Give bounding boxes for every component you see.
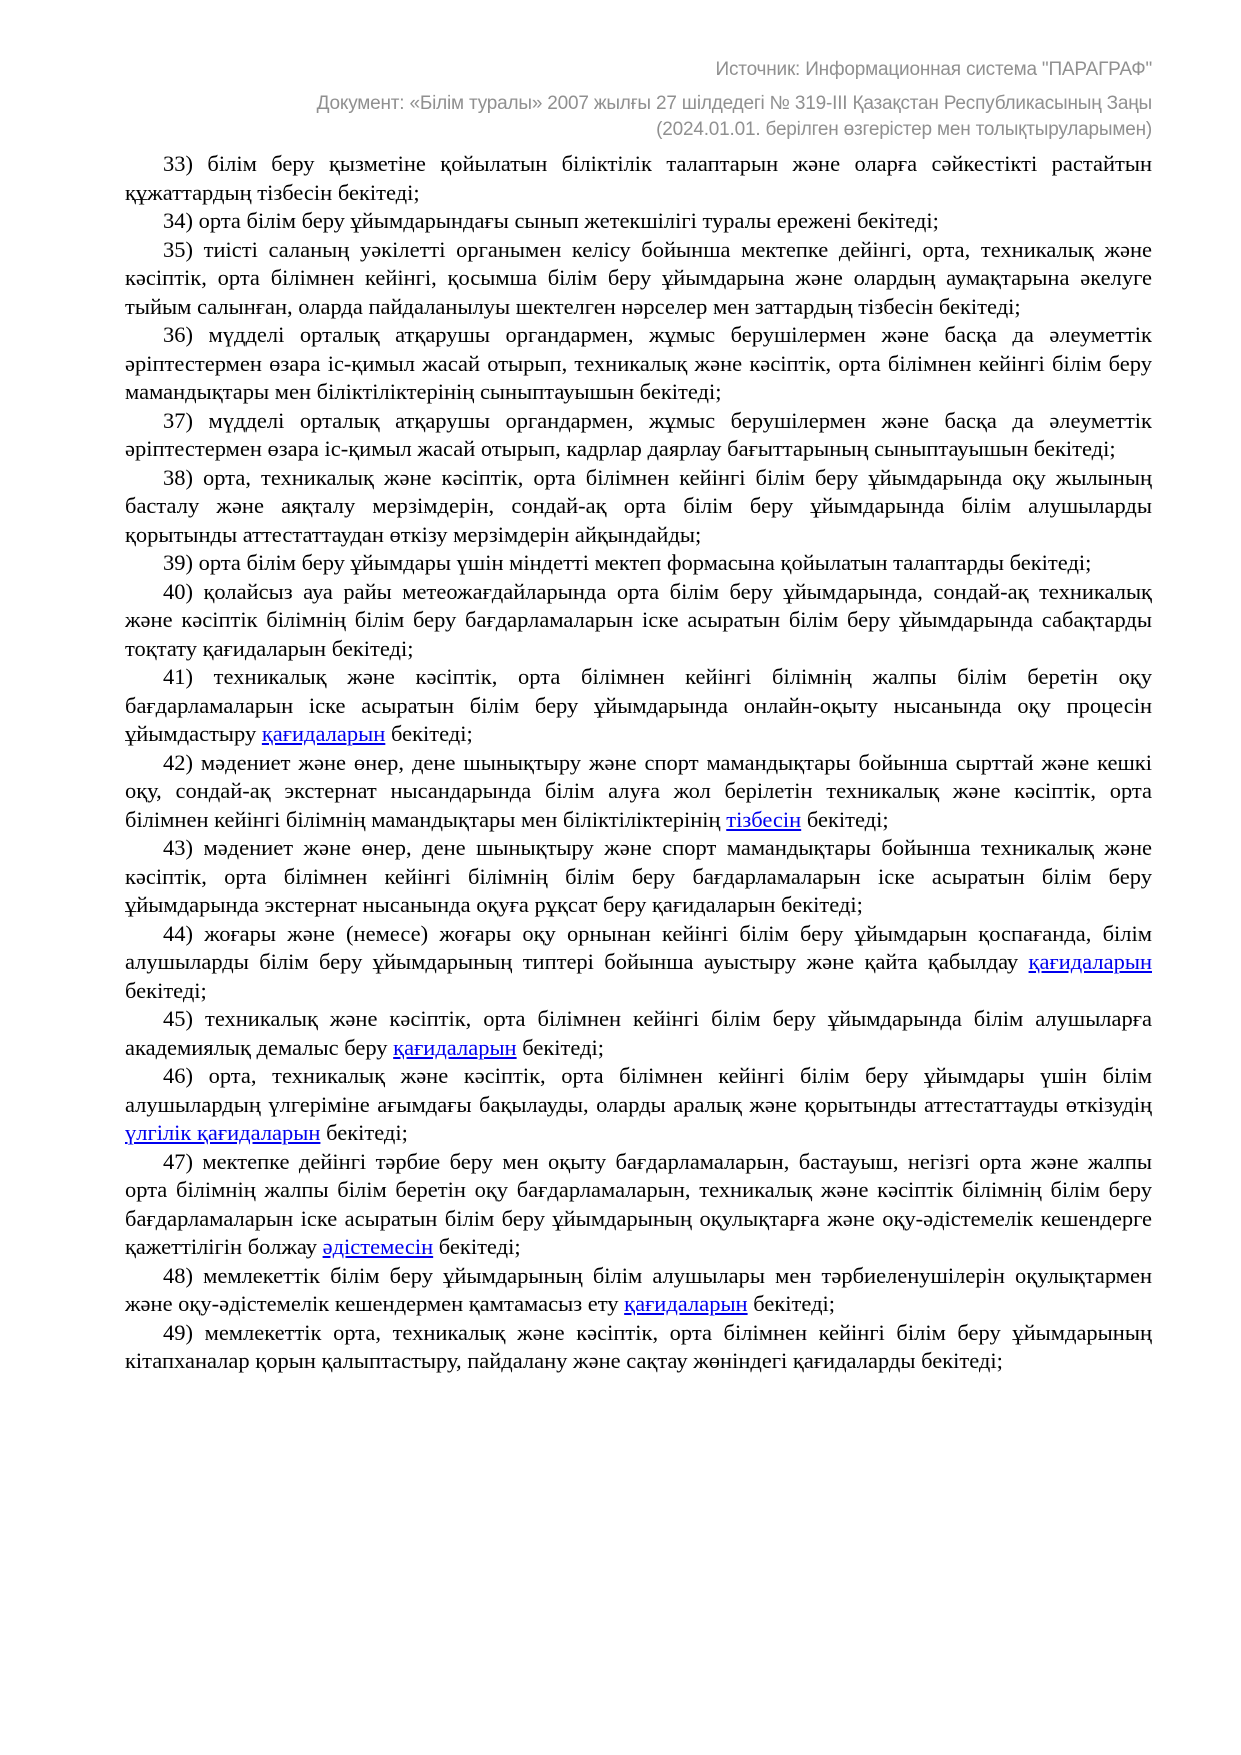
paragraph-text: 47) мектепке дейінгі тәрбие беру мен оқыту бағдарламаларын, бастауыш, негізгі орта және жалпы орта білімнің жалпы білім беретін оқу бағдарламаларын, техникалық және кәсіптік білімнің білім беру бағдарламаларын іске асыратын білім беру ұйымдарының оқулықтарға және оқу-әдістемелік кешендерге қажеттілігін болжау — [125, 1148, 1152, 1259]
law-paragraph — [125, 1262, 1152, 1319]
paragraph-text: 35) тиісті саланың уәкілетті органымен келісу бойынша мектепке дейінгі, орта, техникалық және кәсіптік, орта білімнен кейінгі, қосымша білім беру ұйымдарына және олардың аумақтарына әкелуге тыйым салынған, оларда пайдаланылуы шектелген нәрселер мен заттардың тізбесін бекітеді; — [125, 236, 1152, 319]
paragraph-text: 40) қолайсыз ауа райы метеожағдайларында орта білім беру ұйымдарында, сондай-ақ техникалық және кәсіптік білімнің білім беру бағдарламаларын іске асыратын білім беру ұйымдарында сабақтарды тоқтату қағидаларын бекітеді; — [125, 578, 1152, 661]
law-paragraph — [125, 920, 1152, 1006]
law-paragraph — [125, 321, 1152, 407]
law-paragraph — [125, 150, 1152, 207]
law-paragraph — [125, 1148, 1152, 1262]
paragraph-text: 43) мәдениет және өнер, дене шынықтыру және спорт мамандықтары бойынша техникалық және кәсіптік, орта білімнен кейінгі білімнің білім беру бағдарламаларын іске асыратын білім беру ұйымдарында экстернат нысанында оқуға рұқсат беру қағидаларын бекітеді; — [125, 835, 1152, 917]
law-paragraph — [125, 1062, 1152, 1148]
inline-link[interactable]: тізбесін — [726, 806, 802, 832]
law-paragraph — [125, 1319, 1152, 1376]
paragraph-text: 41) техникалық және кәсіптік, орта білімнен кейінгі білімнің жалпы білім беретін оқу бағдарламаларын іске асыратын білім беру ұйымдарында онлайн-оқыту нысанында оқу процесін ұйымдастыру — [125, 664, 1152, 746]
law-paragraph — [125, 464, 1152, 550]
paragraph-text: 39) орта білім беру ұйымдары үшін міндетті мектеп формасына қойылатын талаптарды бекітеді; — [163, 550, 1092, 575]
paragraph-text: бекітеді; — [801, 806, 889, 832]
paragraph-text: бекітеді; — [433, 1234, 521, 1259]
paragraph-text: 34) орта білім беру ұйымдарындағы сынып жетекшілігі туралы ережені бекітеді; — [163, 208, 939, 233]
paragraph-text: 36) мүдделі орталық атқарушы органдармен, жұмыс берушілермен және басқа да әлеуметтік әріптестермен өзара іс-қимыл жасай отырып, техникалық және кәсіптік, орта білімнен кейінгі білім беру мамандықтары мен біліктіліктерінің сыныптауышын бекітеді; — [125, 322, 1152, 404]
paragraph-text: бекітеді; — [385, 721, 473, 746]
inline-link[interactable]: қағидаларын — [393, 1034, 517, 1060]
law-paragraph — [125, 578, 1152, 664]
inline-link[interactable]: қағидаларын — [261, 721, 386, 746]
law-paragraph — [125, 236, 1152, 322]
inline-link[interactable]: қағидаларын — [1028, 949, 1152, 974]
paragraph-text: 48) мемлекеттік білім беру ұйымдарының білім алушылары мен тәрбиеленушілерін оқулықтармен және оқу-әдістемелік кешендермен қамтамасыз ету — [125, 1262, 1152, 1316]
header-source-line: Источник: Информационная система "ПАРАГРАФ" — [715, 59, 1152, 80]
inline-link[interactable]: қағидаларын — [624, 1291, 748, 1316]
law-paragraph — [125, 1005, 1152, 1062]
inline-link[interactable]: әдістемесін — [322, 1234, 434, 1259]
law-paragraph — [125, 207, 1152, 236]
paragraph-text: 37) мүдделі орталық атқарушы органдармен, жұмыс берушілермен және басқа да әлеуметтік әріптестермен өзара іс-қимыл жасай отырып, кадрлар даярлау бағыттарының сыныптауышын бекітеді; — [125, 407, 1152, 461]
header-revision-line: (2024.01.01. берілген өзгерістер мен толықтыруларымен) — [656, 119, 1152, 140]
law-paragraph — [125, 407, 1152, 464]
paragraph-text: бекітеді; — [125, 977, 207, 1003]
paragraph-text: 45) техникалық және кәсіптік, орта білімнен кейінгі білім беру ұйымдарында білім алушыларға академиялық демалыс беру — [125, 1006, 1152, 1060]
paragraph-text: бекітеді; — [320, 1120, 408, 1145]
law-paragraph — [125, 834, 1152, 920]
document-header — [125, 57, 1152, 143]
paragraph-text: бекітеді; — [516, 1034, 605, 1060]
paragraph-text: 44) жоғары және (немесе) жоғары оқу орнынан кейінгі білім беру ұйымдарын қоспағанда, білім алушыларды білім беру ұйымдарының типтері бойынша ауыстыру және қайта қабылдау — [125, 920, 1152, 974]
inline-link[interactable]: үлгілік қағидаларын — [125, 1120, 321, 1145]
paragraph-text: 38) орта, техникалық және кәсіптік, орта білімнен кейінгі білім беру ұйымдарында оқу жылының басталу және аяқталу мерзімдерін, сондай-ақ орта білім беру ұйымдарында білім алушыларды қорытынды аттестаттаудан өткізу мерзімдерін айқындайды; — [125, 464, 1152, 547]
paragraph-text: 46) орта, техникалық және кәсіптік, орта білімнен кейінгі білім беру ұйымдары үшін білім алушылардың үлгеріміне ағымдағы бақылауды, оларды аралық және қорытынды аттестаттауды өткізудің — [125, 1063, 1152, 1117]
paragraph-text: 49) мемлекеттік орта, техникалық және кәсіптік, орта білімнен кейінгі білім беру ұйымдарының кітапханалар қорын қалыптастыру, пайдалану және сақтау жөніндегі қағидаларды бекітеді; — [125, 1319, 1152, 1373]
paragraph-text: 33) білім беру қызметіне қойылатын біліктілік талаптарын және оларға сәйкестікті растайтын құжаттардың тізбесін бекітеді; — [125, 151, 1152, 205]
paragraph-text: 42) мәдениет және өнер, дене шынықтыру және спорт мамандықтары бойынша сырттай және кешкі оқу, сондай-ақ экстернат нысандарында білім алуға жол берілетін техникалық және кәсіптік, орта білімнен кейінгі білімнің мамандықтары мен біліктіліктерінің — [125, 749, 1152, 832]
law-paragraph — [125, 549, 1152, 578]
law-paragraph — [125, 663, 1152, 749]
law-paragraph — [125, 749, 1152, 835]
document-body — [125, 150, 1152, 1376]
paragraph-text: бекітеді; — [747, 1291, 836, 1316]
header-document-title: Документ: «Білім туралы» 2007 жылғы 27 шілдедегі № 319-III Қазақстан Республикасының Заңы — [316, 93, 1152, 114]
